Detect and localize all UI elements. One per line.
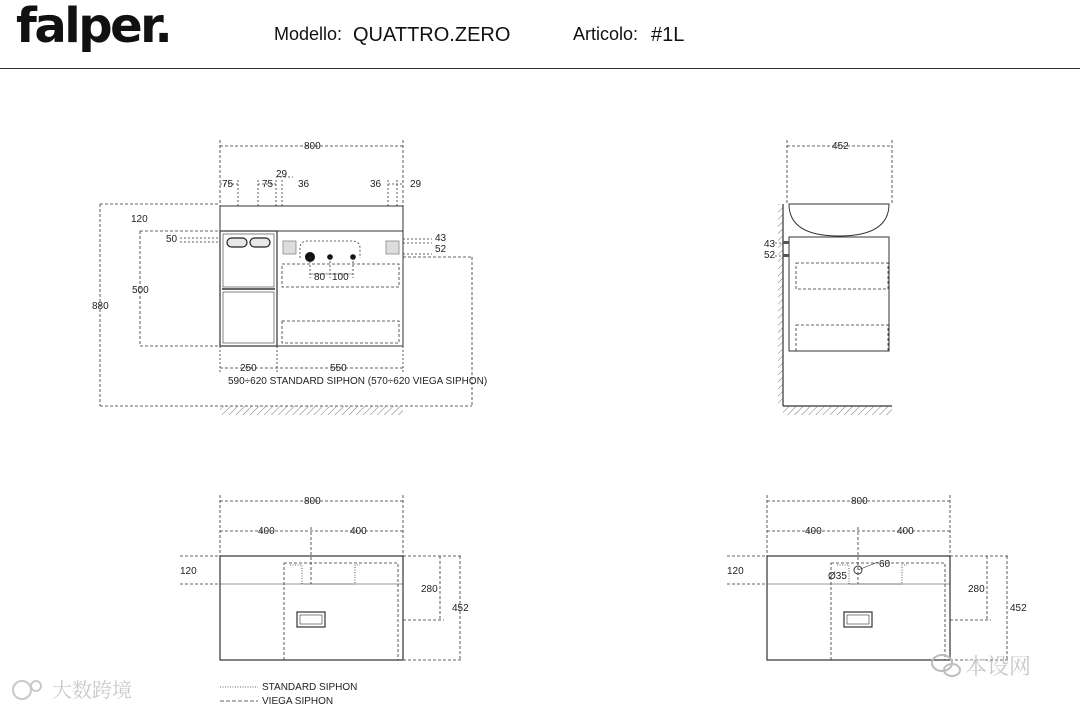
dim-topl-width: 800 bbox=[304, 496, 321, 507]
watermark-right-text: 本设网 bbox=[965, 655, 1032, 680]
dim-front-75b: 75 bbox=[262, 179, 274, 190]
side-view bbox=[775, 140, 892, 415]
dim-topr-35: Ø35 bbox=[828, 571, 847, 582]
model-value: QUATTRO.ZERO bbox=[353, 24, 511, 46]
dim-front-36b: 36 bbox=[370, 179, 382, 190]
dim-front-width: 800 bbox=[304, 141, 321, 152]
front-handle-left bbox=[227, 238, 247, 247]
top-view-right-labels bbox=[727, 496, 1027, 614]
side-cabinet bbox=[789, 237, 889, 351]
front-handle-right bbox=[250, 238, 270, 247]
top-view-right bbox=[727, 495, 1009, 660]
dim-side-52: 52 bbox=[764, 250, 776, 261]
dim-front-100: 100 bbox=[332, 272, 349, 283]
dim-front-250: 250 bbox=[240, 363, 257, 374]
front-fitting-left bbox=[283, 241, 296, 254]
dim-front-75a: 75 bbox=[222, 179, 234, 190]
dim-front-29b: 29 bbox=[410, 179, 422, 190]
article-value: #1L bbox=[651, 24, 685, 46]
dim-topr-width: 800 bbox=[851, 496, 868, 507]
top-view-left-labels bbox=[180, 496, 469, 614]
top-left-drain bbox=[297, 612, 325, 627]
watermark-left-text: 大数跨境 bbox=[52, 678, 132, 702]
model-label: Modello: bbox=[274, 24, 343, 44]
dim-front-880: 880 bbox=[92, 301, 109, 312]
legend-standard-label: STANDARD SIPHON bbox=[262, 682, 358, 693]
dim-topr-400b: 400 bbox=[897, 526, 914, 537]
watermark-left-icon bbox=[13, 681, 31, 699]
dim-side-width: 452 bbox=[832, 141, 849, 152]
dim-topr-400a: 400 bbox=[805, 526, 822, 537]
front-drawer-lower bbox=[282, 321, 399, 343]
dim-front-550: 550 bbox=[330, 363, 347, 374]
dim-topl-120: 120 bbox=[180, 566, 197, 577]
watermark-left bbox=[13, 678, 132, 702]
legend bbox=[220, 682, 357, 707]
watermark-right-icon bbox=[932, 655, 952, 671]
dim-topr-60: 60 bbox=[879, 559, 891, 570]
dim-topl-400b: 400 bbox=[350, 526, 367, 537]
dim-front-80: 80 bbox=[314, 272, 326, 283]
dim-front-500: 500 bbox=[132, 285, 149, 296]
brand-logo: falper. bbox=[16, 0, 171, 54]
dim-topl-400a: 400 bbox=[258, 526, 275, 537]
dim-topl-452: 452 bbox=[452, 603, 469, 614]
dim-front-36a: 36 bbox=[298, 179, 310, 190]
dim-front-50: 50 bbox=[166, 234, 178, 245]
legend-viega-label: VIEGA SIPHON bbox=[262, 696, 334, 707]
siphon-note: 590÷620 STANDARD SIPHON (570÷620 VIEGA SIPHON) bbox=[228, 376, 488, 387]
front-top-slab bbox=[220, 206, 403, 231]
top-view-left bbox=[180, 495, 462, 660]
front-fitting-right bbox=[386, 241, 399, 254]
dim-topr-280: 280 bbox=[968, 584, 985, 595]
dim-topr-120: 120 bbox=[727, 566, 744, 577]
side-bowl bbox=[789, 204, 889, 236]
dim-side-43: 43 bbox=[764, 239, 776, 250]
dim-front-43: 43 bbox=[435, 233, 447, 244]
dim-front-29a: 29 bbox=[276, 169, 288, 180]
dim-front-120: 120 bbox=[131, 214, 148, 225]
top-right-outline bbox=[767, 556, 950, 660]
top-right-drain bbox=[844, 612, 872, 627]
watermark-right bbox=[932, 655, 1031, 680]
top-left-outline bbox=[220, 556, 403, 660]
article-label: Articolo: bbox=[573, 24, 639, 44]
dim-topr-452: 452 bbox=[1010, 603, 1027, 614]
dim-front-52: 52 bbox=[435, 244, 447, 255]
dim-topl-280: 280 bbox=[421, 584, 438, 595]
